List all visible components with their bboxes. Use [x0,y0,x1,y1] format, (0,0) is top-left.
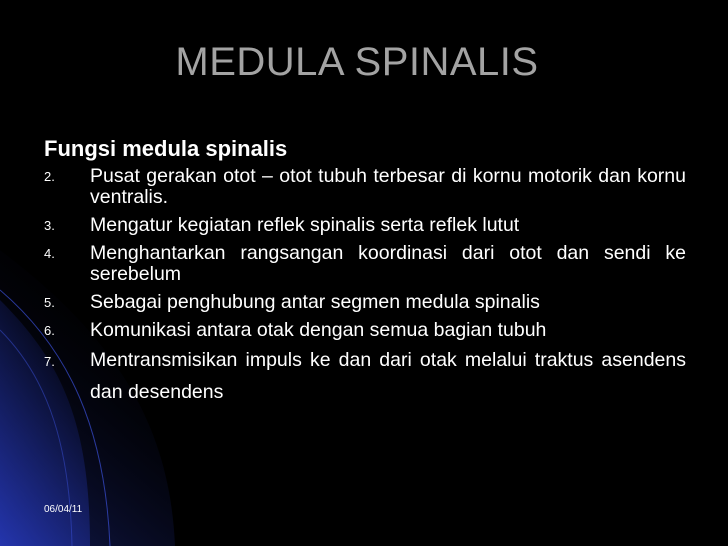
list-item-text: Pusat gerakan otot – otot tubuh terbesar di kornu motorik dan kornu ventralis. [90,165,686,208]
list-item-number: 7. [44,354,55,369]
list-item-text: Sebagai penghubung antar segmen medula spinalis [90,291,540,313]
slide-body [44,135,686,415]
function-list [44,166,686,408]
section-heading: Fungsi medula spinalis [44,136,288,161]
list-item-text: Mentransmisikan impuls ke dan dari otak melalui traktus asendens dan desendens [90,349,686,403]
list-item-number: 2. [44,169,55,184]
slide-title: MEDULA SPINALIS [175,40,539,84]
list-item [44,243,686,285]
list-item [44,344,686,408]
list-item-text: Mengatur kegiatan reflek spinalis serta reflek lutut [90,214,520,236]
list-item-number: 3. [44,218,55,233]
list-item-text: Komunikasi antara otak dengan semua bagian tubuh [90,319,547,341]
list-item [44,292,686,313]
slide-date: 06/04/11 [44,504,83,515]
list-item-number: 6. [44,323,55,338]
list-item-text: Menghantarkan rangsangan koordinasi dari otot dan sendi ke serebelum [90,242,686,285]
list-item-number: 5. [44,295,55,310]
list-item-number: 4. [44,246,55,261]
list-item [44,215,686,236]
list-item [44,320,686,341]
list-item [44,166,686,208]
